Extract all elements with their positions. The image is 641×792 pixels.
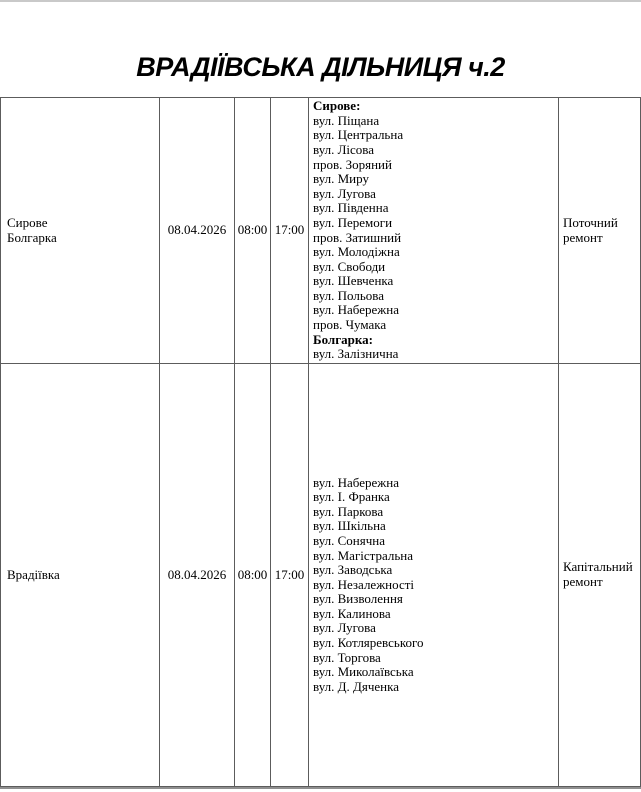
page-top-edge	[0, 0, 641, 2]
street-line: вул. Молодіжна	[313, 244, 400, 260]
street-line: вул. Миколаївська	[313, 664, 414, 680]
street-line: вул. Калинова	[313, 605, 391, 621]
street-line: вул. І. Франка	[313, 489, 390, 505]
street-line: вул. Сонячна	[313, 532, 385, 548]
date-cell: 08.04.2026	[160, 364, 235, 787]
date-cell: 08.04.2026	[160, 98, 235, 364]
settlement-name: Врадіївка	[7, 566, 60, 582]
street-line: вул. Лісова	[313, 141, 375, 157]
page-title: ВРАДІЇВСЬКА ДІЛЬНИЦЯ ч.2	[136, 52, 505, 82]
streets-cell	[309, 364, 559, 787]
table-row	[1, 98, 641, 364]
streets-cell	[309, 98, 559, 364]
street-line: вул. Миру	[313, 171, 369, 187]
street-line: вул. Піщана	[313, 112, 380, 128]
street-line: вул. Лугова	[313, 620, 376, 636]
settlement-heading: Сирове:	[313, 98, 361, 114]
end-time-cell: 17:00	[271, 98, 309, 364]
street-line: вул. Паркова	[313, 503, 384, 519]
street-line: вул. Центральна	[313, 127, 404, 143]
street-line: вул. Котляревського	[313, 635, 424, 651]
settlement-cell	[1, 98, 160, 364]
street-line: вул. Магістральна	[313, 547, 414, 563]
street-line: вул. Польова	[313, 287, 384, 303]
schedule-table-wrapper	[0, 97, 641, 788]
start-time-cell: 08:00	[235, 364, 271, 787]
end-time-cell: 17:00	[271, 364, 309, 787]
start-time-cell: 08:00	[235, 98, 271, 364]
repair-type-cell: Капітальний ремонт	[559, 364, 641, 787]
street-line: вул. Набережна	[313, 302, 399, 318]
repair-type-cell: Поточний ремонт	[559, 98, 641, 364]
page-bottom-edge	[0, 787, 641, 789]
schedule-table	[0, 97, 641, 787]
settlement-name: Сирове	[7, 214, 48, 230]
settlement-name: Болгарка	[7, 229, 57, 245]
settlement-heading: Болгарка:	[313, 331, 373, 347]
street-line: вул. Залізнична	[313, 346, 399, 362]
street-line: вул. Шевченка	[313, 273, 394, 289]
street-line: вул. Незалежності	[313, 576, 415, 592]
street-line: пров. Затишний	[313, 229, 402, 245]
settlement-cell	[1, 364, 160, 787]
street-line: вул. Південна	[313, 200, 389, 216]
street-line: вул. Визволення	[313, 591, 403, 607]
street-line: вул. Д. Дяченка	[313, 678, 399, 694]
street-line: пров. Зоряний	[313, 156, 392, 172]
street-line: вул. Заводська	[313, 562, 393, 578]
street-line: вул. Свободи	[313, 258, 386, 274]
street-line: вул. Перемоги	[313, 214, 393, 230]
street-line: пров. Чумака	[313, 317, 387, 333]
table-row	[1, 364, 641, 787]
street-line: вул. Шкільна	[313, 518, 386, 534]
street-line: вул. Набережна	[313, 474, 399, 490]
street-line: вул. Лугова	[313, 185, 376, 201]
street-line: вул. Торгова	[313, 649, 381, 665]
